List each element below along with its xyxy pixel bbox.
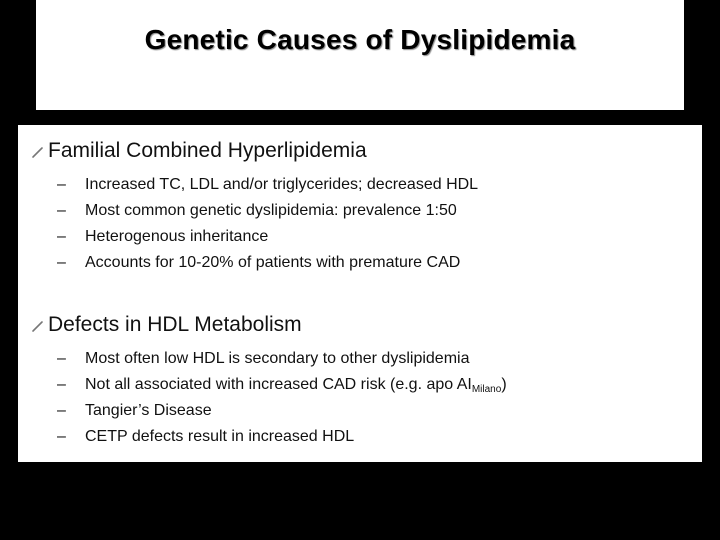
dash-bullet: – [57,176,66,193]
sub-bullet-list [18,176,702,280]
list-item [18,202,702,228]
slash-bullet-icon [31,319,45,333]
list-item-text: Heterogenous inheritance [85,228,269,245]
dash-bullet: – [57,254,66,271]
list-item-text-prefix: Not all associated with increased CAD risk (e.g. apo AI [85,376,472,393]
list-item-text: Most often low HDL is secondary to other dyslipidemia [85,350,470,367]
list-item [18,376,702,402]
list-item [18,176,702,202]
list-item-text [85,376,507,395]
dash-bullet: – [57,228,66,245]
section-heading-row [18,313,702,339]
title-panel [36,0,684,110]
content-panel [18,125,702,462]
apo-ai-subscript: Milano [471,384,502,395]
slash-bullet-icon [31,145,45,159]
dash-bullet: – [57,350,66,367]
dash-bullet: – [57,402,66,419]
list-item [18,228,702,254]
list-item-text: Accounts for 10-20% of patients with premature CAD [85,254,461,271]
list-item [18,402,702,428]
list-item-text: Increased TC, LDL and/or triglycerides; decreased HDL [85,176,479,193]
section-defects-in-hdl-metabolism [18,313,702,445]
list-item-text: Most common genetic dyslipidemia: prevalence 1:50 [85,202,457,219]
list-item-text-suffix: ) [501,376,507,393]
list-item-text: Tangier’s Disease [85,402,212,419]
list-item-text: CETP defects result in increased HDL [85,428,355,445]
sub-bullet-list [18,350,702,454]
list-item [18,350,702,376]
section-heading: Familial Combined Hyperlipidemia [48,139,367,162]
list-item [18,254,702,280]
slide-title: Genetic Causes of Dyslipidemia [144,24,576,55]
dash-bullet: – [57,428,66,445]
dash-bullet: – [57,376,66,393]
list-item [18,428,702,454]
section-heading: Defects in HDL Metabolism [48,313,302,336]
section-familial-combined-hyperlipidemia [18,139,702,271]
section-heading-row [18,139,702,165]
dash-bullet: – [57,202,66,219]
